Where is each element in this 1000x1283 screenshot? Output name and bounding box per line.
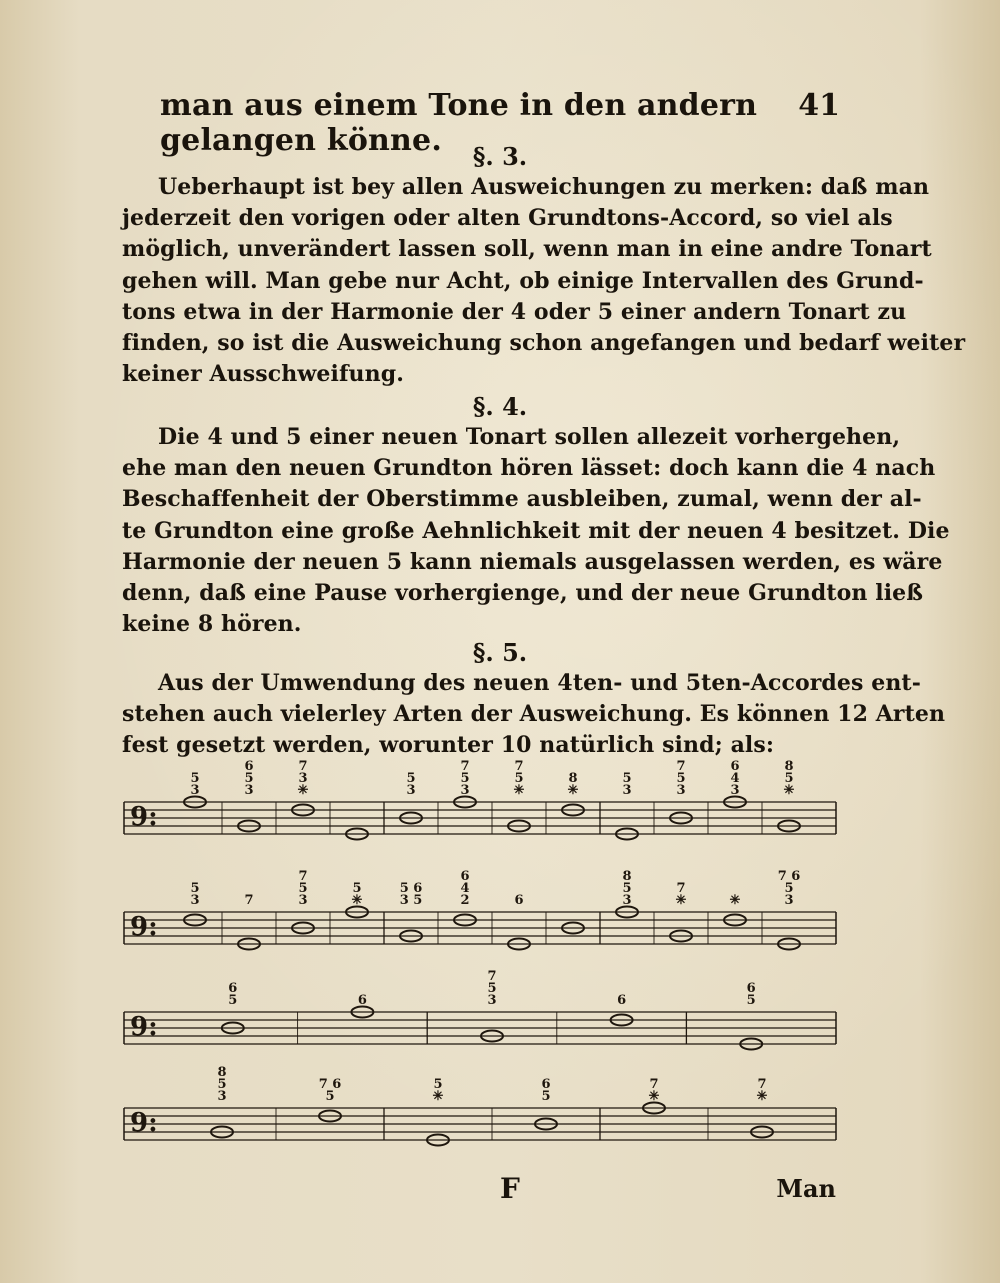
text-line: ehe man den neuen Grundton hören lässet: doch kann die 4 nach [122, 455, 936, 482]
figure-numeral: ✳ [513, 783, 525, 798]
figure-numeral: 7 [757, 1077, 767, 1092]
figure-numeral: 5 [298, 881, 308, 896]
figure-numeral: 5 [784, 771, 794, 786]
figure-numeral: 6 [541, 1077, 551, 1092]
figure-numeral: 5 [190, 881, 200, 896]
figure-numeral: 5 [228, 993, 238, 1008]
figure-numeral: ✳ [648, 1089, 660, 1104]
figure-numeral: 6 [244, 759, 254, 774]
figure-numeral: 5 [406, 771, 416, 786]
figure-numeral: ✳ [567, 783, 579, 798]
figure-numeral: 7 [244, 893, 254, 908]
figure-numeral: 3 [460, 783, 470, 798]
figure-numeral: ✳ [351, 893, 363, 908]
figure-numeral: 6 [357, 993, 367, 1008]
bass-clef-icon: 9: [130, 912, 158, 942]
text-line: denn, daß eine Pause vorhergienge, und der neue Grundton ließ [122, 580, 924, 607]
figure-numeral: 5 [622, 771, 632, 786]
figure-numeral: 5 [784, 881, 794, 896]
figure-numeral: 6 [228, 981, 238, 996]
figure-numeral: 5 [541, 1089, 551, 1104]
figure-numeral: 3 [406, 783, 416, 798]
text-line: fest gesetzt werden, worunter 10 natürlich sind; als: [122, 732, 775, 759]
figure-numeral: 7 6 [777, 869, 801, 884]
figure-numeral: 3 [298, 893, 308, 908]
figure-numeral: 7 [514, 759, 524, 774]
figure-numeral: 3 [298, 771, 308, 786]
figure-numeral: 3 [217, 1089, 227, 1104]
signature-mark: F [500, 1172, 520, 1205]
figure-numeral: 3 [244, 783, 254, 798]
paragraph-3 [122, 172, 966, 390]
page-footer [0, 1172, 1000, 1212]
text-line: jederzeit den vorigen oder alten Grundtons-Accord, so viel als [122, 205, 893, 232]
figure-numeral: 5 [244, 771, 254, 786]
figure-numeral: 3 [730, 783, 740, 798]
text-line: finden, so ist die Ausweichung schon angefangen und bedarf weiter [122, 330, 966, 357]
figure-numeral: 5 [487, 981, 497, 996]
figure-numeral: 2 [460, 893, 470, 908]
figure-numeral: 7 [298, 759, 308, 774]
catchword: Man [776, 1174, 836, 1203]
figure-numeral: 3 [487, 993, 497, 1008]
figure-numeral: 5 [514, 771, 524, 786]
figure-numeral: 3 5 [399, 893, 423, 908]
music-staves [120, 760, 840, 1170]
figure-numeral: 4 [730, 771, 740, 786]
figure-numeral: 5 [460, 771, 470, 786]
text-line: Die 4 und 5 einer neuen Tonart sollen allezeit vorhergehen, [158, 424, 901, 450]
figure-numeral: 3 [190, 783, 200, 798]
section-heading-3: §. 3. [472, 142, 528, 171]
text-line: tons etwa in der Harmonie der 4 oder 5 einer andern Tonart zu [122, 298, 907, 325]
figure-numeral: ✳ [729, 893, 741, 908]
figure-numeral: 7 [487, 969, 497, 984]
figure-numeral: 6 [730, 759, 740, 774]
text-line: keine 8 hören. [122, 611, 302, 638]
figure-numeral: 6 [617, 993, 627, 1008]
running-title: man aus einem Tone in den andern gelangen könne. [160, 88, 758, 158]
paragraph-5 [122, 668, 946, 762]
figure-numeral: ✳ [297, 783, 309, 798]
text-line: stehen auch vielerley Arten der Ausweichung. Es können 12 Arten [122, 701, 946, 728]
text-line: Harmonie der neuen 5 kann niemals ausgelassen werden, es wäre [122, 548, 943, 575]
text-line: keiner Ausschweifung. [122, 361, 404, 388]
figure-numeral: 6 [746, 981, 756, 996]
music-example [120, 760, 840, 1174]
figure-numeral: 8 [784, 759, 794, 774]
section-heading-4: §. 4. [472, 392, 528, 421]
paragraph-4 [122, 422, 950, 640]
text-line: Beschaffenheit der Oberstimme ausbleiben, zumal, wenn der al- [122, 486, 922, 513]
figure-numeral: 7 [676, 759, 686, 774]
text-line: Aus der Umwendung des neuen 4ten- und 5ten-Accordes ent- [158, 670, 921, 696]
page-number: 41 [798, 88, 840, 123]
figure-numeral: 5 [352, 881, 362, 896]
figure-numeral: 5 6 [399, 881, 423, 896]
figure-numeral: 5 [676, 771, 686, 786]
figure-numeral: 5 [217, 1077, 227, 1092]
figure-numeral: 7 6 [318, 1077, 342, 1092]
figure-numeral: 7 [649, 1077, 659, 1092]
bass-clef-icon: 9: [130, 1108, 158, 1138]
section-heading-5: §. 5. [472, 638, 528, 667]
figure-numeral: 7 [460, 759, 470, 774]
figure-numeral: 8 [622, 869, 632, 884]
figure-numeral: 4 [460, 881, 470, 896]
figure-numeral: ✳ [432, 1089, 444, 1104]
figure-numeral: 5 [622, 881, 632, 896]
bass-clef-icon: 9: [130, 802, 158, 832]
figure-numeral: 7 [676, 881, 686, 896]
figure-numeral: 8 [568, 771, 578, 786]
text-line: Ueberhaupt ist bey allen Ausweichungen zu merken: daß man [158, 174, 930, 200]
figure-numeral: 5 [746, 993, 756, 1008]
figure-numeral: 6 [460, 869, 470, 884]
figure-numeral: 6 [514, 893, 524, 908]
figure-numeral: 3 [622, 783, 632, 798]
text-line: te Grundton eine große Aehnlichkeit mit der neuen 4 besitzet. Die [122, 517, 950, 544]
figure-numeral: ✳ [756, 1089, 768, 1104]
figure-numeral: 3 [676, 783, 686, 798]
figure-numeral: 5 [433, 1077, 443, 1092]
figure-numeral: 3 [622, 893, 632, 908]
figure-numeral: 8 [217, 1065, 227, 1080]
figure-numeral: ✳ [675, 893, 687, 908]
figure-numeral: 5 [325, 1089, 335, 1104]
text-line: gehen will. Man gebe nur Acht, ob einige Intervallen des Grund- [122, 267, 924, 294]
text-line: möglich, unverändert lassen soll, wenn man in eine andre Tonart [122, 236, 932, 263]
figure-numeral: ✳ [783, 783, 795, 798]
bass-clef-icon: 9: [130, 1012, 158, 1042]
figure-numeral: 7 [298, 869, 308, 884]
figure-numeral: 5 [190, 771, 200, 786]
running-header [160, 82, 840, 158]
figure-numeral: 3 [784, 893, 794, 908]
figure-numeral: 3 [190, 893, 200, 908]
